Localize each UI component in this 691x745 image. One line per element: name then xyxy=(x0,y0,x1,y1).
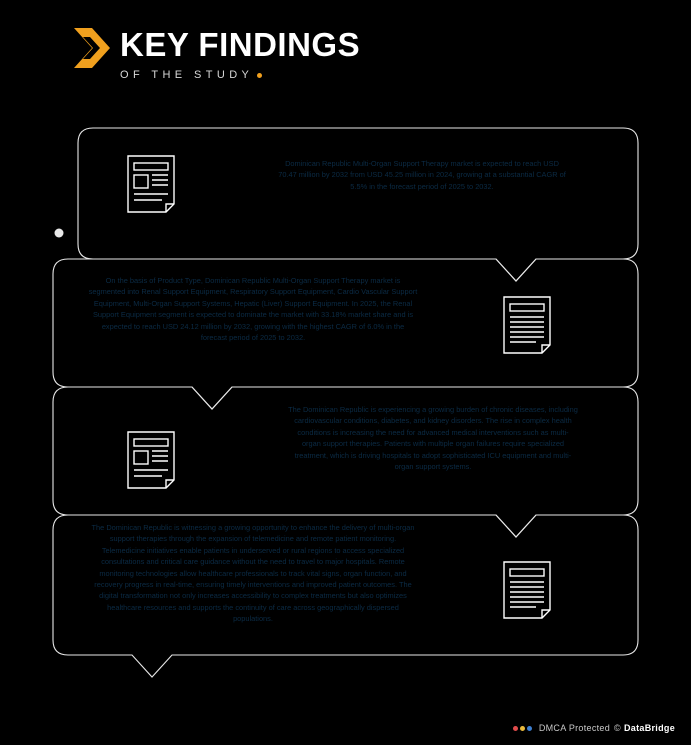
document-icon xyxy=(122,428,184,492)
finding-text: The Dominican Republic is witnessing a growing opportunity to enhance the delivery of multi-organ support therapies through the expansion of telemedicine and remote patient monitoring. Telemedicine initiatives enable patients in underserved or rural regions to access specialized consultations and critical care guidance without the need to travel to major hospitals. Remote monitoring technologies allow healthcare professionals to track vital signs, organ function, and recovery progress in real-time, ensuring timely interventions and improved patient outcomes. The digital transformation not only increases accessibility to complex treatments but also optimizes healthcare resources and supports the continuity of care across geographically dispersed populations. xyxy=(91,523,415,624)
page-title: KEY FINDINGS xyxy=(120,26,361,63)
brand-label: DataBridge xyxy=(623,723,675,733)
header-text xyxy=(120,26,360,81)
finding-text: Dominican Republic Multi-Organ Support Therapy market is expected to reach USD 70.47 million by 2032 from USD 45.25 million in 2024, growing at a substantial CAGR of 5.5% in the forecast period of 2025 to 2032. xyxy=(278,159,566,191)
page-subtitle-label: OF THE STUDY xyxy=(120,69,254,81)
finding-block-1 xyxy=(278,158,566,192)
document-icon xyxy=(122,152,184,216)
orange-chevron-logo-icon xyxy=(72,26,112,70)
finding-block-4 xyxy=(88,522,418,625)
finding-text: The Dominican Republic is experiencing a growing burden of chronic diseases, including cardiovascular conditions, diabetes, and kidney disorders. The rise in complex health conditions is increasing the need for advanced medical interventions such as multi-organ support therapies. Patients with multiple organ failures require specialized treatment, which is driving hospitals to adopt sophisticated ICU equipment and multi-organ support systems. xyxy=(288,405,578,472)
document-icon xyxy=(498,558,560,622)
finding-block-3 xyxy=(288,404,578,472)
page-subtitle xyxy=(120,69,360,81)
finding-block-2 xyxy=(88,275,418,343)
header xyxy=(72,26,360,81)
subtitle-dot-icon xyxy=(257,73,262,78)
footer xyxy=(513,723,675,733)
document-icon xyxy=(498,293,560,357)
finding-text: On the basis of Product Type, Dominican Republic Multi-Organ Support Therapy market is segmented into Renal Support Equipment, Respiratory Support Equipment, Cardio Vascular Support Equipment, Multi-Organ Support Systems, Hepatic (Liver) Support Equipment. In 2025, the Renal Support Equipment segment is expected to dominate the market with 33.18% market share and is expected to reach USD 24.12 million by 2032, growing with the highest CAGR of 6.0% in the forecast period of 2025 to 2032. xyxy=(88,276,418,343)
dmca-label: DMCA Protected xyxy=(538,723,611,733)
copyright-icon: © xyxy=(614,723,621,733)
dmca-dots-icon xyxy=(513,726,534,731)
